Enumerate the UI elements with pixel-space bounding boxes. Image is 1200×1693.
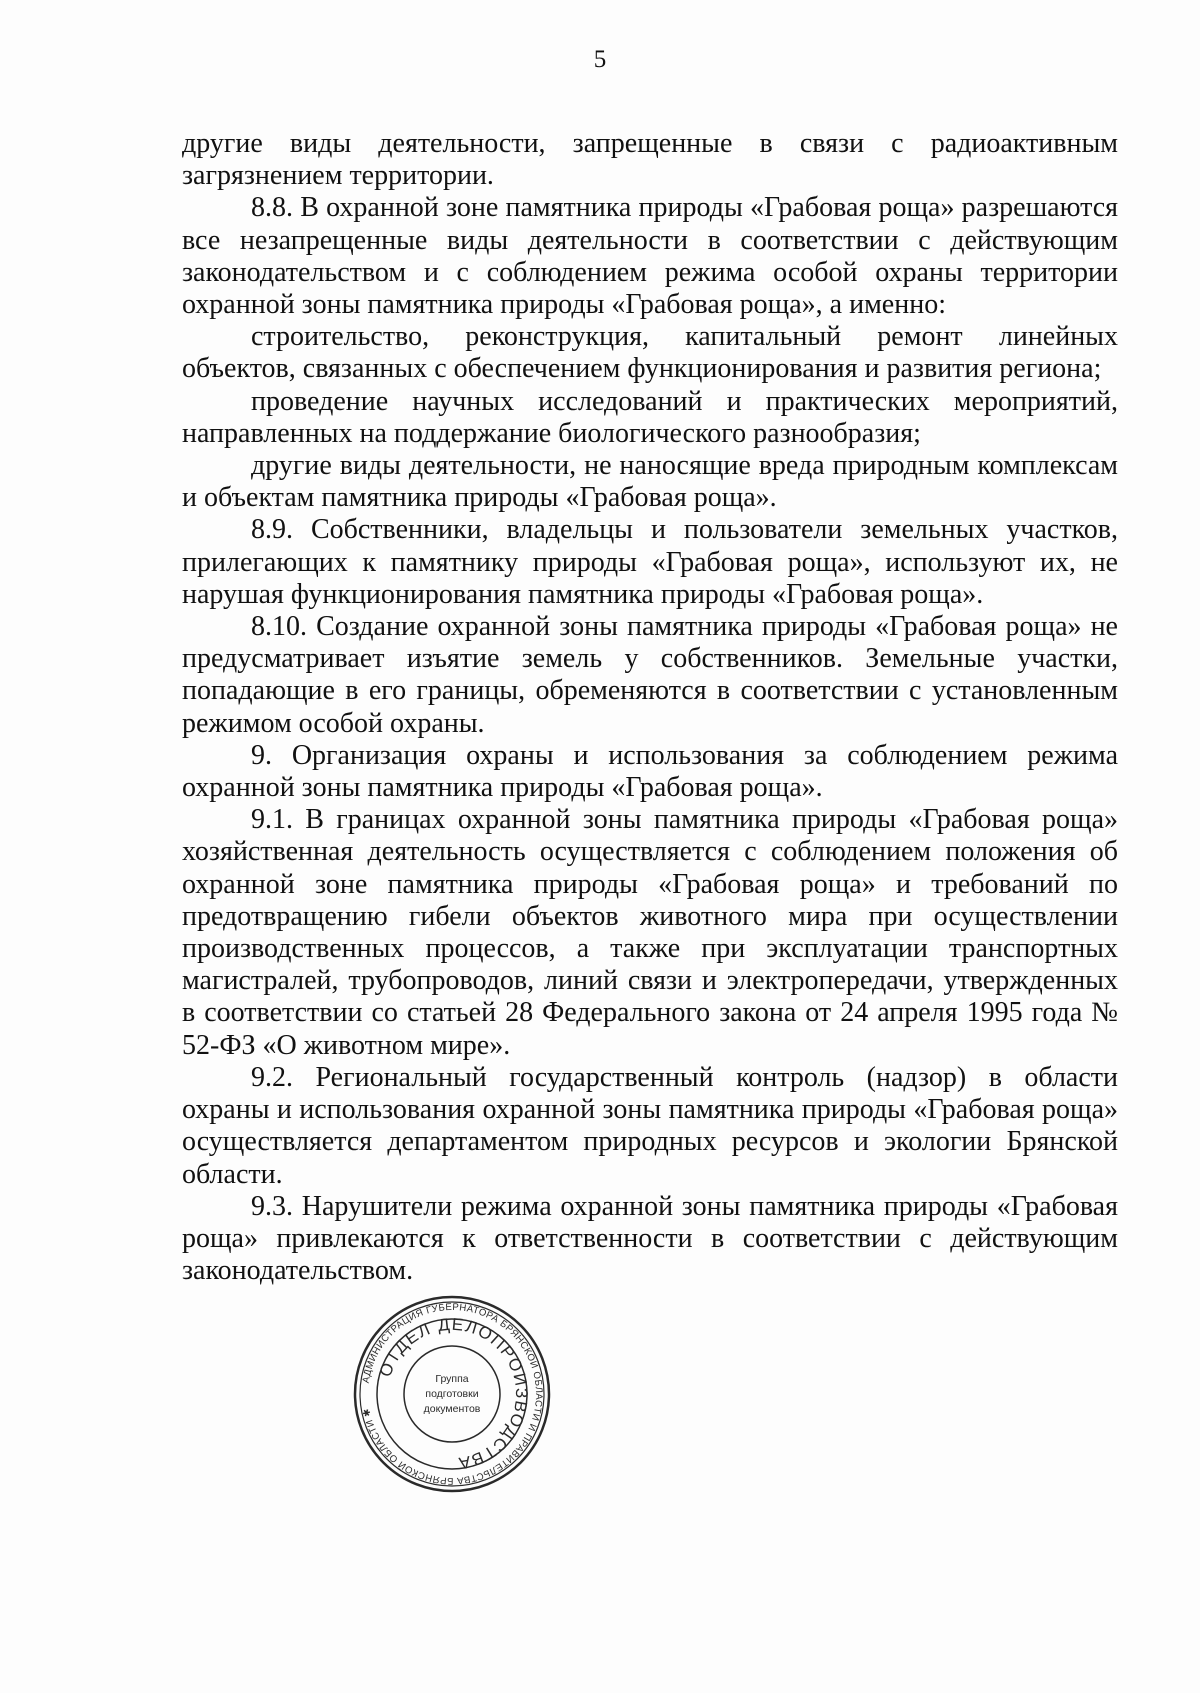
document-body [182,128,1118,1287]
paragraph-8-8: 8.8. В охранной зоне памятника природы «Грабовая роща» разрешаются все незапрещенные виды деятельности в соответствии с действующим законодательством и с соблюдением режима особой охраны территории охранной зоны памятника природы «Грабовая роща», а именно: [182,192,1118,321]
page-number: 5 [593,46,607,73]
stamp-outer-text: АДМИНИСТРАЦИЯ ГУБЕРНАТОРА БРЯНСКОЙ ОБЛАСТИ И ПРАВИТЕЛЬСТВА БРЯНСКОЙ ОБЛАСТИ ✱ [360,1301,545,1487]
paragraph-8-9: 8.9. Собственники, владельцы и пользователи земельных участков, прилегающих к памятнику природы «Грабовая роща», используют их, не нарушая функционирования памятника природы «Грабовая роща». [182,514,1118,610]
paragraph-9-2: 9.2. Региональный государственный контроль (надзор) в области охраны и использования охранной зоны памятника природы «Грабовая роща» осуществляется департаментом природных ресурсов и экологии Брянской области. [182,1061,1118,1190]
stamp-center-line-3: документов [423,1403,481,1415]
paragraph-9-3: 9.3. Нарушители режима охранной зоны памятника природы «Грабовая роща» привлекаются к ответственности в соответствии с действующим законодательством. [182,1190,1118,1287]
paragraph-list-item-construction: строительство, реконструкция, капитальный ремонт линейных объектов, связанных с обеспечением функционирования и развития региона; [182,321,1118,385]
stamp-center-line-1: Группа [435,1373,469,1385]
paragraph-continuation: другие виды деятельности, запрещенные в связи с радиоактивным загрязнением территории. [182,128,1118,192]
paragraph-list-item-research: проведение научных исследований и практических мероприятий, направленных на поддержание биологического разнообразия; [182,385,1118,449]
paragraph-9-1: 9.1. В границах охранной зоны памятника природы «Грабовая роща» хозяйственная деятельность осуществляется с соблюдением положения об охранной зоне памятника природы «Грабовая роща» и требований по предотвращению гибели объектов животного мира при осуществлении производственных процессов, а также при эксплуатации транспортных магистралей, трубопроводов, линий связи и электропередачи, утвержденных в соответствии со статьей 28 Федерального закона от 24 апреля 1995 года № 52-ФЗ «О животном мире». [182,804,1118,1061]
paragraph-9: 9. Организация охраны и использования за соблюдением режима охранной зоны памятника природы «Грабовая роща». [182,739,1118,804]
stamp-middle-text: ОТДЕЛ ДЕЛОПРОИЗВОДСТВА [375,1314,532,1473]
stamp-center-line-2: подготовки [425,1388,479,1400]
official-stamp [352,1294,552,1494]
paragraph-8-10: 8.10. Создание охранной зоны памятника природы «Грабовая роща» не предусматривает изъятие земель у собственников. Земельные участки, попадающие в его границы, обременяются в соответствии с установленным режимом особой охраны. [182,611,1118,739]
paragraph-list-item-other: другие виды деятельности, не наносящие вреда природным комплексам и объектам памятника природы «Грабовая роща». [182,450,1118,514]
